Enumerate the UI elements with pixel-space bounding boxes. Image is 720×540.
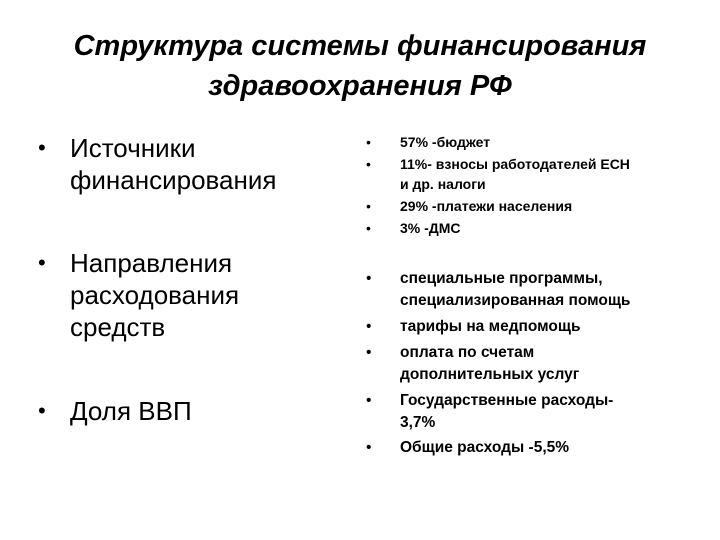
category-label-line: средств	[70, 312, 166, 342]
bullet-icon: •	[366, 344, 372, 361]
source-text: 3% -ДМС	[400, 220, 461, 236]
bullet-icon: •	[38, 135, 46, 160]
source-text: 57% -бюджет	[400, 134, 491, 150]
category-label	[70, 132, 338, 196]
slide-title	[0, 26, 720, 106]
category-label-line: Источники	[70, 133, 196, 163]
bullet-icon: •	[38, 398, 46, 423]
bullet-icon: •	[366, 318, 372, 335]
source-item	[366, 154, 706, 194]
category-label-line: Доля ВВП	[70, 396, 192, 426]
spending-text: Общие расходы -5,5%	[400, 439, 570, 456]
spending-text: тарифы на медпомощь	[400, 318, 581, 335]
bullet-icon: •	[366, 220, 371, 236]
spending-item	[366, 342, 706, 386]
spending-item	[366, 316, 706, 338]
slide-title-line-2: здравоохранения РФ	[208, 70, 512, 102]
category-item-gdp-share	[38, 395, 338, 427]
bullet-icon: •	[366, 156, 371, 172]
source-item	[366, 218, 706, 238]
spending-text-line: специальные программы,	[400, 270, 603, 287]
category-label	[70, 395, 338, 427]
spending-text	[400, 390, 700, 434]
spending-text-line: Государственные расходы-	[400, 392, 614, 409]
bullet-icon: •	[366, 270, 372, 287]
source-text-line: 11%- взносы работодателей ЕСН	[400, 156, 630, 172]
category-item-sources	[38, 132, 338, 196]
bullet-icon: •	[366, 134, 371, 150]
category-label-line: расходования	[70, 280, 240, 310]
spending-text-line: оплата по счетам	[400, 344, 535, 361]
spending-text	[400, 342, 700, 386]
source-text: 29% -платежи населения	[400, 198, 573, 214]
spending-item	[366, 268, 706, 312]
source-text	[400, 154, 700, 194]
category-item-spending	[38, 247, 338, 343]
bullet-icon: •	[366, 439, 372, 456]
bullet-icon: •	[366, 392, 372, 409]
slide-title-line-1: Структура системы финансирования	[73, 30, 647, 62]
category-label-line: Направления	[70, 248, 233, 278]
spending-item	[366, 437, 706, 459]
source-item	[366, 196, 706, 216]
category-label-line: финансирования	[70, 165, 277, 195]
spending-text-line: дополнительных услуг	[400, 366, 580, 383]
bullet-icon: •	[366, 198, 371, 214]
spending-text-line: специализированная помощь	[400, 292, 631, 309]
source-item	[366, 132, 706, 152]
bullet-icon: •	[38, 250, 46, 275]
spending-text	[400, 268, 700, 312]
spending-text-line: 3,7%	[400, 414, 436, 431]
spending-item	[366, 390, 706, 434]
source-text-line: и др. налоги	[400, 176, 486, 192]
category-label	[70, 247, 338, 343]
